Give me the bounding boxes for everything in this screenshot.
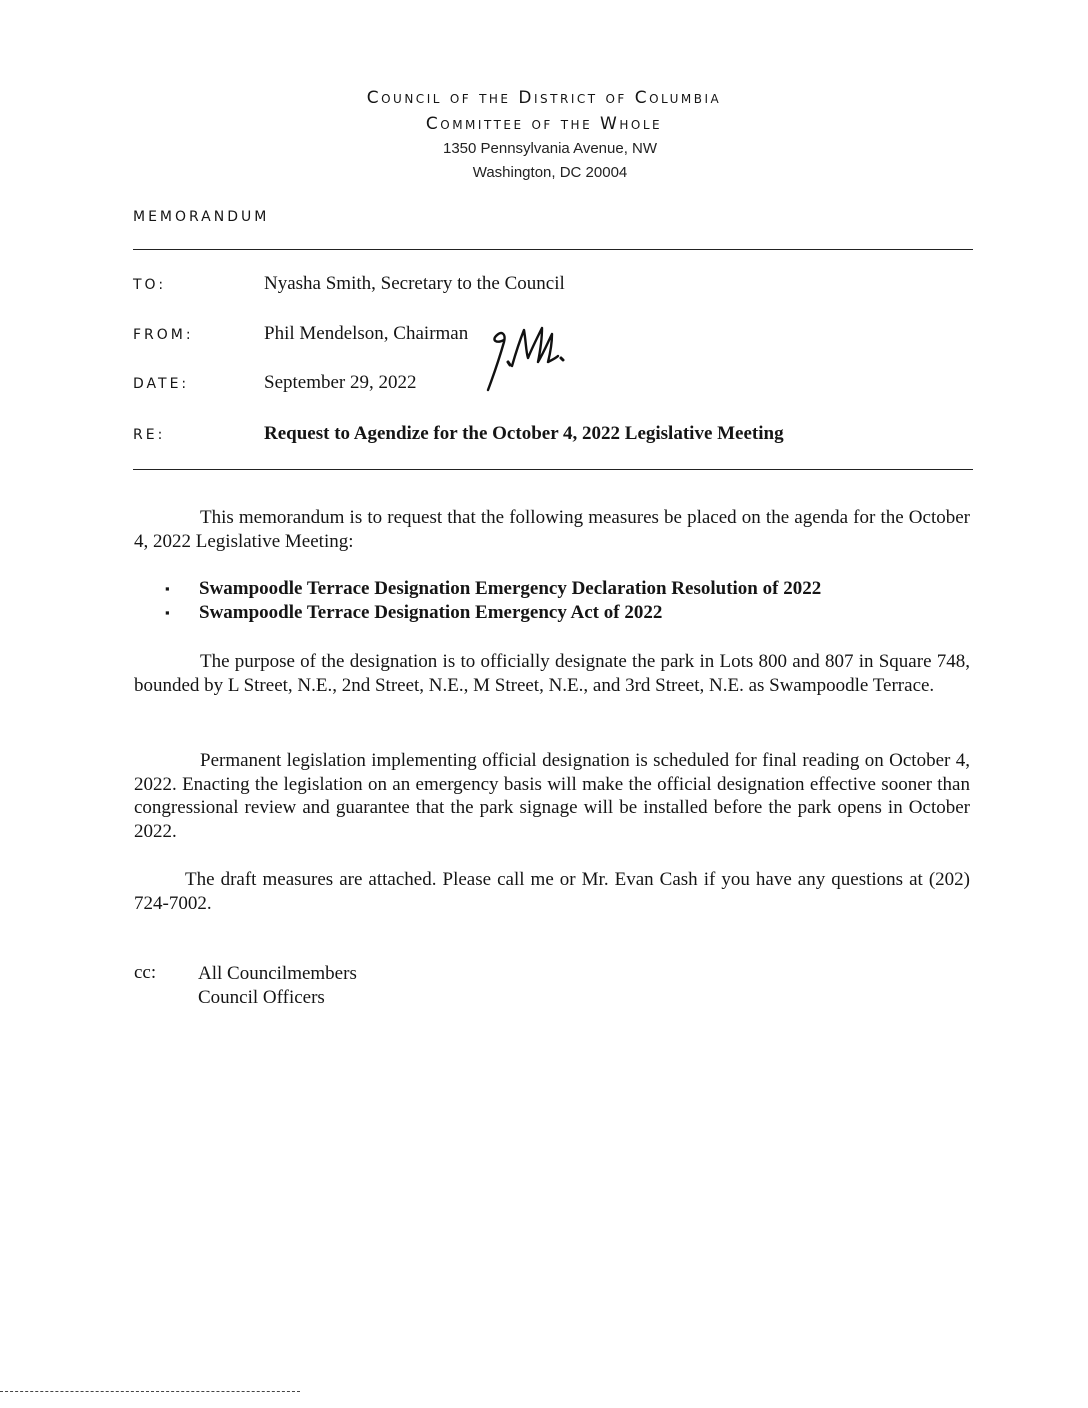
memorandum-label: MEMORANDUM — [133, 209, 270, 225]
to-value: Nyasha Smith, Secretary to the Council — [264, 273, 565, 294]
from-label: FROM: — [133, 327, 194, 343]
legislation-paragraph-text: Permanent legislation implementing official designation is scheduled for final reading on October 4, 2022. Enacting the legislation on an emergency basis will make the official designation effective sooner than congressional review and guarantee that the park signage will be installed before the park opens in October 2022. — [134, 750, 970, 842]
measure-title: Swampoodle Terrace Designation Emergency Act of 2022 — [199, 601, 663, 623]
header-divider-top — [133, 249, 973, 250]
cc-recipient: All Councilmembers — [198, 963, 357, 984]
list-item — [165, 577, 821, 601]
cc-recipients — [198, 962, 357, 1010]
bullet-icon: ▪ — [165, 604, 170, 620]
date-value: September 29, 2022 — [264, 372, 417, 393]
measure-title: Swampoodle Terrace Designation Emergency Declaration Resolution of 2022 — [199, 578, 822, 599]
date-label: DATE: — [133, 376, 190, 392]
contact-paragraph — [134, 868, 970, 915]
from-value: Phil Mendelson, Chairman — [264, 323, 469, 344]
purpose-paragraph-text: The purpose of the designation is to officially designate the park in Lots 800 and 807 in Square 748, bounded by L Street, N.E., 2nd Street, N.E., M Street, N.E., and 3rd Street, N.E. as Swampoodle Terrace. — [134, 651, 970, 696]
cc-recipient: Council Officers — [198, 987, 325, 1008]
letterhead-council: Council of the District of Columbia — [366, 88, 722, 108]
legislation-paragraph — [134, 749, 970, 843]
intro-paragraph — [134, 506, 970, 553]
signature-initials — [482, 322, 572, 392]
bullet-icon: ▪ — [165, 581, 170, 596]
measures-list — [165, 577, 821, 624]
contact-paragraph-text: The draft measures are attached. Please call me or Mr. Evan Cash if you have any questions at (202) 724-7002. — [134, 869, 970, 914]
footer-divider — [0, 1391, 300, 1392]
cc-label: cc: — [134, 962, 157, 983]
purpose-paragraph — [134, 650, 970, 697]
header-divider-bottom — [133, 469, 973, 470]
list-item — [165, 601, 821, 625]
letterhead-address-line2: Washington, DC 20004 — [472, 164, 628, 181]
letterhead-address-line1: 1350 Pennsylvania Avenue, NW — [442, 140, 658, 157]
intro-paragraph-text: This memorandum is to request that the following measures be placed on the agenda for the October 4, 2022 Legislative Meeting: — [134, 507, 970, 552]
to-label: TO: — [133, 277, 167, 293]
re-value: Request to Agendize for the October 4, 2022 Legislative Meeting — [264, 423, 784, 444]
letterhead-committee: Committee of the Whole — [425, 114, 663, 134]
re-label: RE: — [133, 427, 166, 443]
